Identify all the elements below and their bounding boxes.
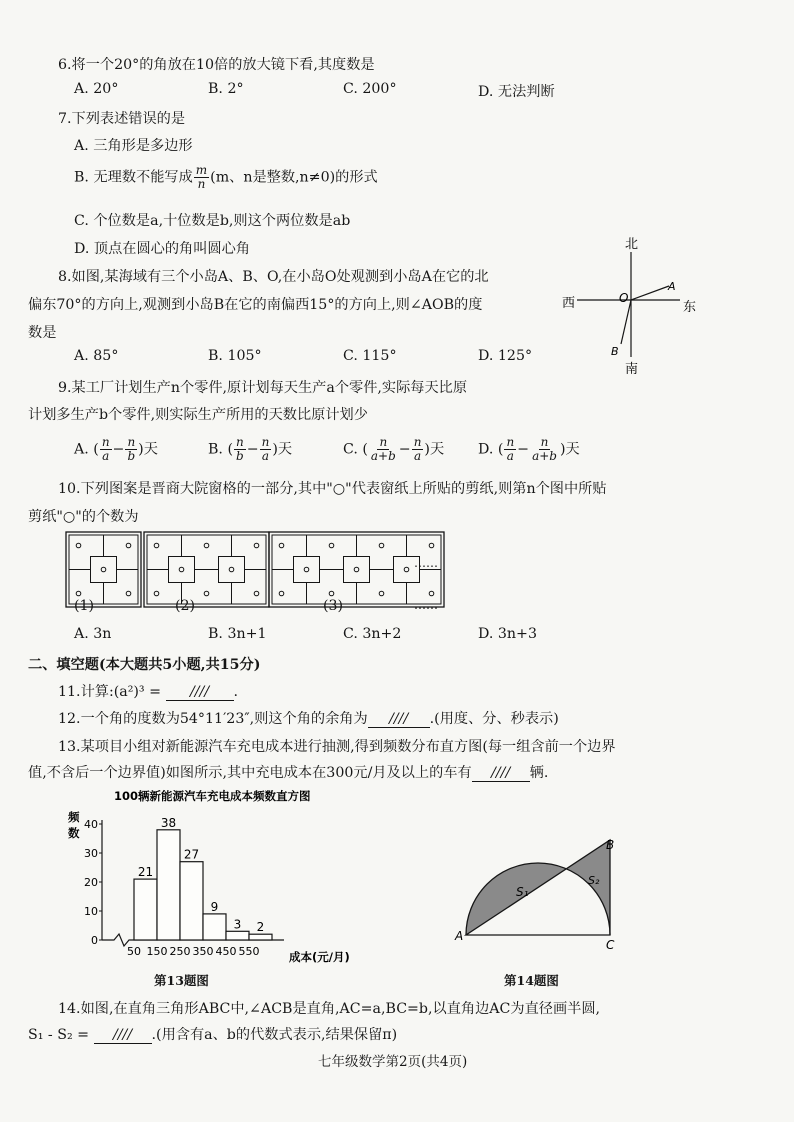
q8-line2: 偏东70°的方向上,观测到小岛B在它的南偏西15°的方向上,则∠AOB的度 — [28, 297, 483, 313]
q10-option-b: B. 3n+1 — [208, 626, 267, 642]
q12-post: .(用度、分、秒表示) — [429, 711, 559, 727]
y-tick-label: 40 — [84, 818, 98, 831]
paper-cut-circle — [379, 591, 384, 596]
q9-c-frac2 — [412, 436, 424, 463]
q9-line2: 计划多生产b个零件,则实际生产所用的天数比原计划少 — [28, 407, 368, 423]
q9-a-d1: a — [102, 449, 110, 463]
q9-line1: 9.某工厂计划生产n个零件,原计划每天生产a个零件,实际每天比原 — [58, 380, 468, 396]
point-b: B — [611, 345, 619, 358]
x-axis-break — [102, 934, 130, 946]
q9-d-frac1 — [504, 436, 516, 463]
q14-line2-post: .(用含有a、b的代数式表示,结果保留π) — [151, 1027, 398, 1043]
q12-text: 12.一个角的度数为54°11′23″,则这个角的余角为 — [58, 711, 368, 727]
pattern-center-square — [91, 557, 117, 583]
q7-option-b-post: (m、n是整数,n≠0)的形式 — [210, 169, 378, 186]
q9-d-frac2 — [530, 436, 559, 463]
q8-line3: 数是 — [28, 325, 57, 341]
paper-cut-circle — [154, 591, 159, 596]
q9-a-unit: 天 — [143, 441, 158, 458]
paper-cut-circle — [126, 543, 131, 548]
bar-value-label: 21 — [137, 865, 154, 880]
q8-line1: 8.如图,某海域有三个小岛A、B、O,在小岛O处观测到小岛A在它的北 — [58, 269, 489, 285]
ray-oa — [631, 286, 669, 300]
q10-line2: 剪纸"○"的个数为 — [28, 509, 139, 525]
q7-option-a: A. 三角形是多边形 — [74, 138, 193, 154]
pattern-center-square — [344, 557, 370, 583]
q11-answer-blank[interactable]: //// — [166, 684, 234, 701]
q6-option-a: A. 20° — [74, 81, 119, 97]
compass-east: 东 — [683, 300, 697, 315]
q9-b-d2: a — [261, 449, 270, 463]
q9-d-n2: n — [540, 435, 549, 449]
q9-a-n1: n — [101, 435, 110, 449]
label-s2: S₂ — [588, 874, 600, 887]
label-b: B — [606, 838, 615, 852]
q9-c-d2: a — [413, 449, 422, 463]
q8-option-b: B. 105° — [208, 348, 262, 364]
q7-option-c: C. 个位数是a,十位数是b,则这个两位数是ab — [74, 213, 351, 229]
x-tick-label: 550 — [238, 945, 260, 958]
paper-cut-circle — [204, 543, 209, 548]
paper-cut-circle — [76, 543, 81, 548]
q14-answer-blank[interactable]: //// — [94, 1027, 152, 1044]
paper-cut-circle — [254, 591, 259, 596]
q10-window-pattern-figure — [56, 532, 516, 622]
q9-c-d1: a+b — [370, 449, 396, 463]
y-tick-label: 30 — [84, 847, 98, 860]
histogram-bar — [249, 934, 272, 940]
q8-option-a: A. 85° — [74, 348, 119, 364]
q9-b-unit: 天 — [277, 441, 293, 458]
y-axis-label-1: 频 — [68, 810, 80, 824]
page-footer: 七年级数学第2页(共4页) — [318, 1054, 468, 1070]
q7-option-b — [74, 164, 378, 191]
q10-option-c: C. 3n+2 — [343, 626, 402, 642]
bar-value-label: 9 — [210, 899, 219, 914]
histogram-bar — [203, 914, 226, 940]
q11-post: . — [233, 684, 239, 700]
section-2-heading: 二、填空题(本大题共5小题,共15分) — [28, 657, 261, 673]
bar-value-label: 2 — [256, 920, 265, 935]
paper-cut-circle — [126, 591, 131, 596]
q9-b-n1: n — [235, 435, 244, 449]
q8-option-c: C. 115° — [343, 348, 397, 364]
q7-option-d: D. 顶点在圆心的角叫圆心角 — [74, 241, 250, 257]
q9-c-n2: n — [413, 435, 422, 449]
x-tick-label: 50 — [127, 945, 141, 958]
paper-cut-circle — [379, 543, 384, 548]
pattern-center-square — [169, 557, 195, 583]
q13-histogram — [62, 784, 382, 974]
q9-c-unit: 天 — [429, 441, 445, 458]
q13-line2-text: 值,不含后一个边界值)如图所示,其中充电成本在300元/月及以上的车有 — [28, 765, 472, 781]
q10-line1: 10.下列图案是晋商大院窗格的一部分,其中"○"代表窗纸上所贴的剪纸,则第n个图中所贴 — [58, 481, 607, 497]
q12 — [58, 708, 559, 728]
y-tick-label: 20 — [84, 876, 98, 889]
q9-option-a: A. ( $\frac{n}{a}$ − $\frac{n}{b}$ )天 — [74, 435, 158, 463]
q9-a-n2: n — [127, 435, 136, 449]
q9-option-b-label: B. ( — [208, 441, 233, 458]
q9-a-frac1 — [100, 436, 112, 463]
paper-cut-circle — [279, 543, 284, 548]
q9-a-d2: b — [127, 449, 136, 463]
bar-value-label: 3 — [233, 917, 242, 932]
q9-option-d: D. ( $\frac{n}{a}$ − $\frac{n}{a+b}$ )天 — [478, 435, 580, 463]
chart-title: 100辆新能源汽车充电成本频数直方图 — [114, 789, 311, 803]
q9-d-d2: a+b — [532, 449, 557, 463]
y-axis-label-2: 数 — [68, 826, 80, 840]
q9-b-frac2 — [260, 436, 272, 463]
q9-b-n2: n — [261, 435, 270, 449]
bar-value-label: 27 — [183, 847, 200, 862]
histogram-bar — [157, 830, 180, 940]
point-a: A — [668, 280, 676, 293]
q8-compass-figure — [555, 232, 725, 382]
paper-cut-circle — [279, 591, 284, 596]
q6-option-b: B. 2° — [208, 81, 244, 97]
pattern-center-square — [294, 557, 320, 583]
ray-ob — [621, 300, 631, 344]
q7-option-b-pre: B. 无理数不能写成 — [74, 169, 193, 186]
q11 — [58, 681, 238, 701]
q10-fig-label-2: (2) — [175, 598, 196, 614]
q9-d-unit: 天 — [565, 441, 580, 458]
paper-cut-circle — [329, 591, 334, 596]
pattern-center-square — [219, 557, 245, 583]
paper-cut-circle — [254, 543, 259, 548]
q6-stem: 6.将一个20°的角放在10倍的放大镜下看,其度数是 — [58, 57, 375, 73]
q9-option-a-label: A. ( — [74, 441, 99, 458]
q9-c-n1: n — [379, 435, 388, 449]
q9-b-frac1 — [234, 436, 246, 463]
q10-fig-label-1: (1) — [74, 598, 95, 614]
q9-option-b: B. ( $\frac{n}{b}$ − $\frac{n}{a}$ )天 — [208, 435, 293, 463]
paper-cut-circle — [204, 591, 209, 596]
y-tick-label: 0 — [91, 934, 98, 947]
q7-stem: 7.下列表述错误的是 — [58, 111, 186, 127]
q9-option-c: C. ( $\frac{n}{a+b}$ − $\frac{n}{a}$ )天 — [343, 435, 445, 463]
q13-line2-post: 辆. — [529, 765, 549, 781]
x-tick-label: 350 — [192, 945, 214, 958]
q9-c-frac1 — [369, 436, 398, 463]
q14-line1: 14.如图,在直角三角形ABC中,∠ACB是直角,AC=a,BC=b,以直角边AC为直径画半圆, — [58, 1001, 601, 1017]
label-a: A — [455, 929, 464, 943]
q7-fraction — [194, 164, 209, 191]
q9-d-d1: a — [506, 449, 514, 463]
paper-cut-circle — [154, 543, 159, 548]
q14-line2-text: S₁ - S₂ = — [28, 1027, 90, 1043]
x-axis-label: 成本(元/月) — [289, 950, 350, 964]
q12-answer-blank[interactable]: //// — [368, 711, 430, 728]
q7-fraction-den: n — [197, 177, 206, 191]
q14-figure — [452, 832, 632, 962]
q13-line2 — [28, 762, 548, 782]
paper-cut-circle — [429, 543, 434, 548]
histogram-bar — [226, 931, 249, 940]
point-o: O — [619, 291, 629, 305]
paper-cut-circle — [329, 543, 334, 548]
q13-caption: 第13题图 — [154, 973, 209, 988]
q9-option-d-label: D. ( — [478, 441, 504, 458]
q10-ellipsis-top: …… — [414, 556, 438, 570]
q7-fraction-num: m — [195, 163, 208, 177]
label-c: C — [606, 938, 615, 952]
y-tick-label: 10 — [84, 905, 98, 918]
q10-fig-label-3: (3) — [323, 598, 344, 614]
bar-value-label: 38 — [160, 815, 177, 830]
x-tick-label: 250 — [169, 945, 191, 958]
q9-a-frac2 — [125, 436, 137, 463]
compass-west: 西 — [562, 296, 576, 311]
paper-cut-circle — [76, 591, 81, 596]
q10-option-a: A. 3n — [74, 626, 112, 642]
q10-option-d: D. 3n+3 — [478, 626, 537, 642]
q13-line1: 13.某项目小组对新能源汽车充电成本进行抽测,得到频数分布直方图(每一组含前一个边界 — [58, 739, 616, 755]
compass-south: 南 — [625, 362, 639, 377]
q13-answer-blank[interactable]: //// — [472, 765, 530, 782]
x-tick-label: 150 — [146, 945, 168, 958]
q8-option-d: D. 125° — [478, 348, 533, 364]
q9-option-c-label: C. ( — [343, 441, 368, 458]
q14-line2 — [28, 1024, 397, 1044]
q6-option-c: C. 200° — [343, 81, 397, 97]
histogram-bar — [134, 879, 157, 940]
q14-caption: 第14题图 — [504, 973, 559, 988]
x-tick-label: 450 — [215, 945, 237, 958]
q9-b-d1: b — [236, 449, 244, 463]
paper-cut-circle — [429, 591, 434, 596]
q11-text: 11.计算:(a²)³ = — [58, 684, 162, 700]
q6-option-d: D. 无法判断 — [478, 84, 555, 100]
label-s1: S₁ — [516, 885, 529, 899]
q10-ellipsis-bottom: …… — [414, 598, 438, 612]
histogram-bar — [180, 862, 203, 940]
compass-north: 北 — [625, 237, 639, 252]
q9-d-n1: n — [506, 435, 515, 449]
